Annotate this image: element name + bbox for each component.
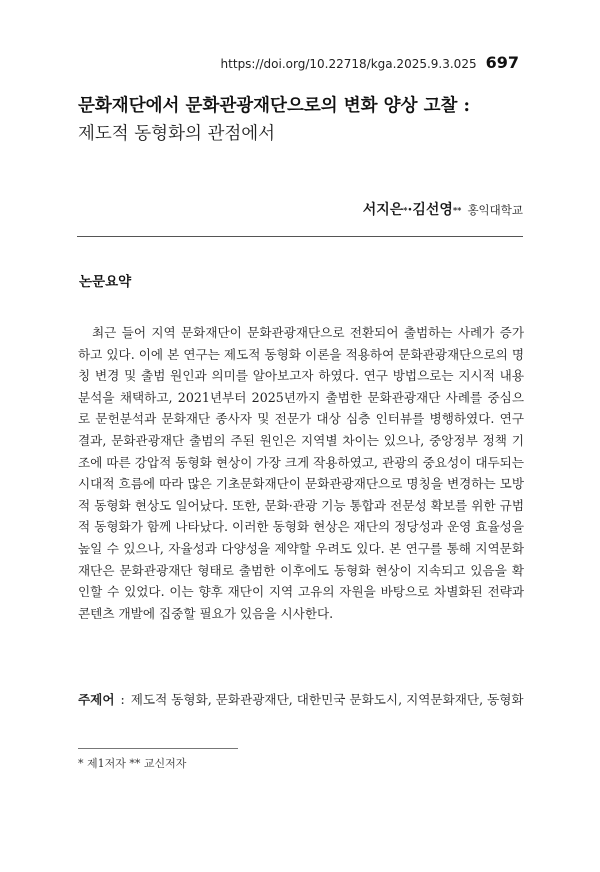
keywords-separator: : — [120, 692, 125, 707]
article-title: 문화재단에서 문화관광재단으로의 변화 양상 고찰 : — [78, 96, 470, 116]
keywords-block — [78, 690, 528, 709]
author-block — [363, 199, 523, 219]
affiliation: 홍익대학교 — [467, 203, 523, 217]
page-number: 697 — [485, 53, 519, 72]
author-2: 김선영 — [412, 202, 453, 218]
author-1-mark: * — [403, 205, 408, 215]
abstract-paragraph: 최근 들어 지역 문화재단이 문화관광재단으로 전환되어 출범하는 사례가 증가하고 있다. 이에 본 연구는 제도적 동형화 이론을 적용하여 문화관광재단으로의 명칭 변경 및 출범 원인과 의미를 알아보고자 하였다. 연구 방법으로는 지시적 내용분석을 채택하고, 2021년부터 2025년까지 출범한 문화관광재단 사례를 중심으로 문헌분석과 문화재단 종사자 및 전문가 대상 심층 인터뷰를 병행하였다. 연구 결과, 문화관광재단 출범의 주된 원인은 지역별 차이는 있으나, 중앙정부 정책 기조에 따른 강압적 동형화 현상이 가장 크게 작용하였고, 관광의 중요성이 대두되는 시대적 흐름에 따라 많은 기초문화재단이 문화관광재단으로 명칭을 변경하는 모방적 동형화 현상도 일어났다. 또한, 문화·관광 기능 통합과 전문성 확보를 위한 규범적 동형화가 함께 나타났다. 이러한 동형화 현상은 재단의 정당성과 운영 효율성을 높일 수 있으나, 자율성과 다양성을 제약할 우려도 있다. 본 연구를 통해 지역문화재단은 문화관광재단 형태로 출범한 이후에도 동형화 현상이 지속되고 있음을 확인할 수 있었다. 이는 향후 재단이 지역 고유의 자원을 바탕으로 차별화된 전략과 콘텐츠 개발에 집중할 필요가 있음을 시사한다. — [78, 325, 524, 621]
author-separator: · — [407, 202, 413, 218]
keywords-list: 제도적 동형화, 문화관광재단, 대한민국 문화도시, 지역문화재단, 동형화 — [130, 692, 524, 707]
footnote-divider — [78, 748, 238, 749]
article-subtitle: 제도적 동형화의 관점에서 — [78, 124, 276, 144]
author-1: 서지은 — [362, 202, 404, 218]
keywords-label: 주제어 — [78, 692, 115, 707]
doi-link[interactable]: https://doi.org/10.22718/kga.2025.9.3.025 — [220, 57, 477, 71]
author-2-mark: ** — [452, 205, 462, 215]
abstract-body — [78, 322, 524, 624]
footnote: * 제1저자 ** 교신저자 — [78, 757, 187, 770]
abstract-heading: 논문요약 — [79, 274, 132, 290]
page-header — [221, 53, 519, 72]
header-divider — [77, 236, 523, 237]
